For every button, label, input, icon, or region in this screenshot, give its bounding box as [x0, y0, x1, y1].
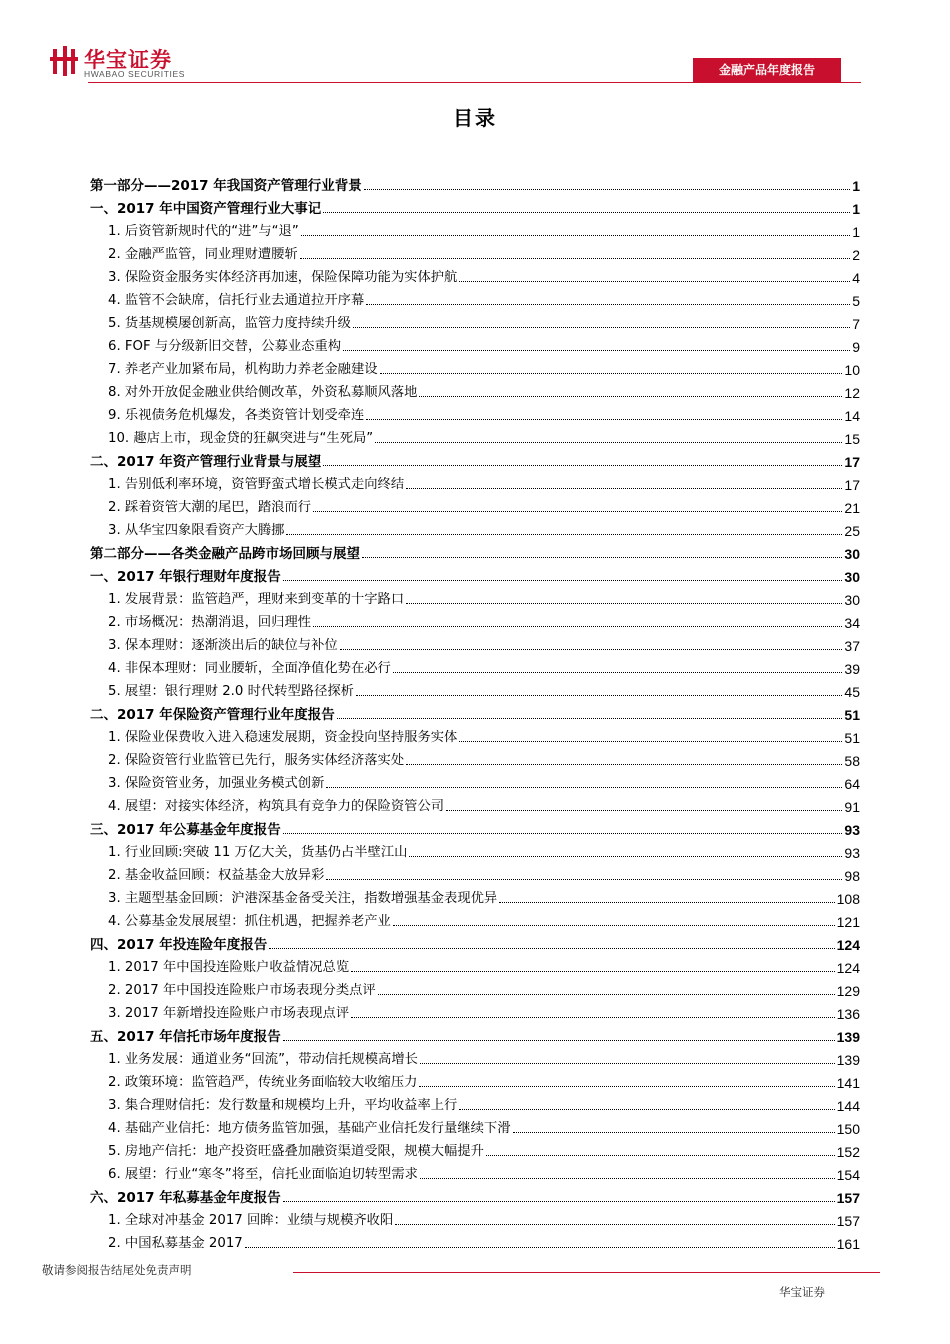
toc-entry[interactable]: [90, 1161, 860, 1184]
toc-entry-page: 58: [844, 753, 860, 769]
toc-leader-dots: [486, 1155, 835, 1156]
toc-entry-page: 14: [844, 408, 860, 424]
toc-entry-title: 1. 全球对冲基金 2017 回眸：业绩与规模齐收阳: [108, 1213, 394, 1228]
toc-entry[interactable]: [90, 793, 860, 816]
toc-entry-title: 3. 保险资管业务，加强业务模式创新: [108, 776, 325, 791]
toc-entry-title: 1. 业务发展：通道业务“回流”，带动信托规模高增长: [108, 1052, 418, 1067]
toc-entry[interactable]: [90, 563, 860, 586]
toc-entry-title: 10. 趣店上市，现金贷的狂飙突进与“生死局”: [108, 431, 374, 446]
toc-entry-title: 6. 展望：行业“寒冬”将至，信托业面临迫切转型需求: [108, 1167, 418, 1182]
footer-divider: [293, 1272, 880, 1273]
toc-leader-dots: [301, 235, 850, 236]
toc-entry[interactable]: [90, 586, 860, 609]
toc-entry-page: 2: [852, 247, 860, 263]
toc-entry-page: 1: [852, 178, 860, 194]
table-of-contents: [90, 172, 860, 1253]
toc-entry-title: 二、2017 年保险资产管理行业年度报告: [90, 707, 335, 723]
toc-leader-dots: [406, 764, 842, 765]
toc-entry[interactable]: [90, 862, 860, 885]
toc-entry-page: 34: [844, 615, 860, 631]
toc-leader-dots: [366, 419, 842, 420]
toc-leader-dots: [323, 465, 842, 466]
toc-leader-dots: [395, 1224, 834, 1225]
toc-entry-page: 108: [836, 891, 860, 907]
toc-entry-page: 37: [844, 638, 860, 654]
toc-entry[interactable]: [90, 1207, 860, 1230]
toc-entry-title: 3. 主题型基金回顾：沪港深基金备受关注，指数增强基金表现优异: [108, 891, 498, 906]
toc-leader-dots: [351, 971, 835, 972]
toc-entry-title: 5. 货基规模屡创新高，监管力度持续升级: [108, 316, 351, 331]
footer-disclaimer: 敬请参阅报告结尾处免责声明: [42, 1263, 192, 1277]
toc-entry-title: 1. 2017 年中国投连险账户收益情况总览: [108, 960, 350, 975]
page-header: [0, 0, 950, 90]
toc-entry[interactable]: [90, 448, 860, 471]
toc-entry-title: 1. 保险业保费收入进入稳速发展期，资金投向坚持服务实体: [108, 730, 458, 745]
toc-entry-page: 124: [836, 960, 860, 976]
toc-entry[interactable]: [90, 241, 860, 264]
toc-leader-dots: [420, 1063, 835, 1064]
toc-entry[interactable]: [90, 724, 860, 747]
toc-entry-page: 154: [836, 1167, 860, 1183]
toc-entry-page: 30: [844, 592, 860, 608]
toc-entry[interactable]: [90, 931, 860, 954]
toc-entry-title: 4. 基础产业信托：地方债务监管加强，基础产业信托发行量继续下滑: [108, 1121, 511, 1136]
toc-entry-page: 152: [836, 1144, 860, 1160]
toc-entry-title: 4. 非保本理财：同业腰斩，全面净值化势在必行: [108, 661, 391, 676]
toc-entry-page: 129: [836, 983, 860, 999]
toc-leader-dots: [459, 741, 842, 742]
logo-text-cn: 华宝证券: [84, 48, 172, 72]
toc-entry[interactable]: [90, 310, 860, 333]
toc-entry-title: 8. 对外开放促金融业供给侧改革，外资私募顺风落地: [108, 385, 418, 400]
toc-entry-title: 5. 展望：银行理财 2.0 时代转型路径探析: [108, 684, 354, 699]
toc-leader-dots: [283, 1201, 835, 1202]
toc-entry[interactable]: [90, 1046, 860, 1069]
toc-entry-title: 1. 发展背景：监管趋严，理财来到变革的十字路口: [108, 592, 405, 607]
toc-leader-dots: [406, 603, 842, 604]
toc-leader-dots: [375, 442, 842, 443]
toc-leader-dots: [351, 1017, 835, 1018]
toc-entry-title: 2. 基金收益回顾：权益基金大放异彩: [108, 868, 325, 883]
toc-leader-dots: [459, 281, 850, 282]
toc-leader-dots: [420, 1178, 835, 1179]
toc-entry[interactable]: [90, 1138, 860, 1161]
footer-company: 华宝证券: [779, 1285, 825, 1299]
toc-leader-dots: [419, 1086, 834, 1087]
toc-entry[interactable]: [90, 494, 860, 517]
toc-entry-title: 6. FOF 与分级新旧交替，公募业态重构: [108, 339, 342, 354]
toc-leader-dots: [313, 626, 842, 627]
toc-entry-page: 15: [844, 431, 860, 447]
toc-entry-page: 25: [844, 523, 860, 539]
toc-entry-title: 五、2017 年信托市场年度报告: [90, 1029, 281, 1045]
toc-leader-dots: [380, 373, 843, 374]
toc-entry-page: 9: [852, 339, 860, 355]
toc-entry-page: 30: [844, 569, 860, 585]
toc-entry[interactable]: [90, 425, 860, 448]
toc-entry-page: 121: [836, 914, 860, 930]
header-divider: [88, 82, 861, 83]
toc-entry-page: 161: [836, 1236, 860, 1252]
toc-entry-page: 141: [836, 1075, 860, 1091]
toc-entry[interactable]: [90, 885, 860, 908]
toc-entry-title: 3. 保本理财：逐渐淡出后的缺位与补位: [108, 638, 338, 653]
toc-entry[interactable]: [90, 908, 860, 931]
toc-leader-dots: [313, 511, 842, 512]
toc-entry-title: 第二部分——各类金融产品跨市场回顾与展望: [90, 546, 360, 562]
toc-leader-dots: [366, 304, 850, 305]
toc-entry-title: 2. 市场概况：热潮消退，回归理性: [108, 615, 312, 630]
toc-leader-dots: [300, 258, 850, 259]
toc-entry-title: 2. 政策环境：监管趋严，传统业务面临较大收缩压力: [108, 1075, 418, 1090]
toc-entry-page: 4: [852, 270, 860, 286]
toc-leader-dots: [419, 396, 842, 397]
toc-leader-dots: [378, 994, 835, 995]
toc-leader-dots: [364, 189, 850, 190]
toc-entry-page: 21: [844, 500, 860, 516]
toc-leader-dots: [353, 327, 850, 328]
toc-entry-title: 2. 中国私募基金 2017: [108, 1236, 243, 1251]
toc-entry-title: 1. 告别低利率环境，资管野蛮式增长模式走向终结: [108, 477, 405, 492]
toc-entry[interactable]: [90, 655, 860, 678]
toc-entry[interactable]: [90, 540, 860, 563]
toc-entry-page: 139: [836, 1052, 860, 1068]
toc-entry-title: 2. 金融严监管，同业理财遭腰斩: [108, 247, 298, 262]
toc-entry[interactable]: [90, 678, 860, 701]
toc-entry-page: 157: [836, 1190, 860, 1206]
toc-leader-dots: [340, 649, 843, 650]
toc-leader-dots: [446, 810, 842, 811]
toc-entry-title: 9. 乐视债务危机爆发，各类资管计划受牵连: [108, 408, 365, 423]
toc-entry-page: 150: [836, 1121, 860, 1137]
toc-leader-dots: [326, 787, 842, 788]
toc-entry-page: 10: [844, 362, 860, 378]
toc-entry-title: 3. 保险资金服务实体经济再加速，保险保障功能为实体护航: [108, 270, 458, 285]
toc-entry[interactable]: [90, 517, 860, 540]
toc-leader-dots: [499, 902, 834, 903]
toc-entry-title: 四、2017 年投连险年度报告: [90, 937, 268, 953]
toc-entry-page: 64: [844, 776, 860, 792]
toc-entry-page: 12: [844, 385, 860, 401]
toc-entry-page: 98: [844, 868, 860, 884]
toc-entry[interactable]: [90, 747, 860, 770]
toc-entry-title: 3. 2017 年新增投连险账户市场表现点评: [108, 1006, 350, 1021]
logo-text-en: HWABAO SECURITIES: [84, 69, 186, 79]
toc-leader-dots: [286, 534, 842, 535]
toc-entry-title: 4. 监管不会缺席，信托行业去通道拉开序幕: [108, 293, 365, 308]
toc-leader-dots: [409, 856, 842, 857]
toc-entry[interactable]: [90, 264, 860, 287]
toc-leader-dots: [362, 557, 842, 558]
toc-entry-page: 30: [844, 546, 860, 562]
toc-entry[interactable]: [90, 1092, 860, 1115]
toc-entry-page: 136: [836, 1006, 860, 1022]
toc-entry[interactable]: [90, 333, 860, 356]
toc-entry-title: 一、2017 年银行理财年度报告: [90, 569, 281, 585]
toc-entry-page: 93: [844, 822, 860, 838]
toc-leader-dots: [323, 212, 850, 213]
page-title: 目录: [453, 106, 497, 130]
toc-entry-title: 2. 踩着资管大潮的尾巴，踏浪而行: [108, 500, 312, 515]
toc-leader-dots: [393, 672, 843, 673]
toc-leader-dots: [406, 488, 842, 489]
toc-entry-page: 5: [852, 293, 860, 309]
toc-entry-title: 六、2017 年私募基金年度报告: [90, 1190, 281, 1206]
logo-mark-icon: [50, 46, 78, 76]
toc-entry-page: 7: [852, 316, 860, 332]
toc-entry-title: 1. 行业回顾:突破 11 万亿大关，货基仍占半壁江山: [108, 845, 408, 860]
toc-leader-dots: [326, 879, 842, 880]
toc-entry[interactable]: [90, 954, 860, 977]
toc-entry[interactable]: [90, 609, 860, 632]
toc-entry-page: 45: [844, 684, 860, 700]
toc-leader-dots: [393, 925, 835, 926]
toc-entry[interactable]: [90, 839, 860, 862]
toc-entry-title: 3. 集合理财信托：发行数量和规模均上升，平均收益率上行: [108, 1098, 458, 1113]
toc-entry-page: 91: [844, 799, 860, 815]
toc-leader-dots: [337, 718, 843, 719]
toc-entry[interactable]: [90, 195, 860, 218]
toc-leader-dots: [283, 1040, 835, 1041]
toc-entry[interactable]: [90, 1230, 860, 1253]
toc-entry[interactable]: [90, 701, 860, 724]
toc-leader-dots: [245, 1247, 835, 1248]
toc-entry[interactable]: [90, 402, 860, 425]
toc-entry[interactable]: [90, 172, 860, 195]
toc-entry-title: 二、2017 年资产管理行业背景与展望: [90, 454, 322, 470]
toc-entry-page: 144: [836, 1098, 860, 1114]
toc-entry[interactable]: [90, 1184, 860, 1207]
toc-leader-dots: [513, 1132, 835, 1133]
toc-entry-page: 51: [844, 730, 860, 746]
toc-leader-dots: [269, 948, 834, 949]
toc-entry[interactable]: [90, 977, 860, 1000]
toc-entry[interactable]: [90, 770, 860, 793]
toc-entry[interactable]: [90, 218, 860, 241]
toc-entry-page: 124: [836, 937, 860, 953]
toc-entry-page: 17: [844, 454, 860, 470]
toc-entry-title: 2. 保险资管行业监管已先行，服务实体经济落实处: [108, 753, 405, 768]
toc-entry-title: 4. 展望：对接实体经济，构筑具有竞争力的保险资管公司: [108, 799, 445, 814]
toc-entry-title: 一、2017 年中国资产管理行业大事记: [90, 201, 322, 217]
toc-leader-dots: [343, 350, 850, 351]
toc-entry[interactable]: [90, 379, 860, 402]
toc-entry-page: 93: [844, 845, 860, 861]
toc-entry-title: 2. 2017 年中国投连险账户市场表现分类点评: [108, 983, 376, 998]
report-type-tag: 金融产品年度报告: [693, 58, 841, 82]
toc-entry-title: 1. 后资管新规时代的“进”与“退”: [108, 224, 299, 239]
toc-entry-title: 3. 从华宝四象限看资产大腾挪: [108, 523, 285, 538]
toc-leader-dots: [459, 1109, 834, 1110]
toc-leader-dots: [283, 833, 843, 834]
toc-entry[interactable]: [90, 356, 860, 379]
toc-entry-page: 1: [852, 201, 860, 217]
toc-entry-page: 139: [836, 1029, 860, 1045]
toc-entry-page: 17: [844, 477, 860, 493]
toc-leader-dots: [283, 580, 843, 581]
toc-entry-page: 51: [844, 707, 860, 723]
toc-leader-dots: [356, 695, 842, 696]
toc-entry[interactable]: [90, 287, 860, 310]
toc-entry-page: 157: [836, 1213, 860, 1229]
toc-entry-title: 7. 养老产业加紧布局，机构助力养老金融建设: [108, 362, 378, 377]
toc-entry[interactable]: [90, 1000, 860, 1023]
company-logo: [50, 46, 220, 80]
toc-entry[interactable]: [90, 1115, 860, 1138]
toc-entry-page: 39: [844, 661, 860, 677]
toc-entry[interactable]: [90, 471, 860, 494]
toc-entry-title: 第一部分——2017 年我国资产管理行业背景: [90, 178, 362, 194]
toc-entry[interactable]: [90, 632, 860, 655]
toc-entry[interactable]: [90, 1069, 860, 1092]
toc-entry-page: 1: [852, 224, 860, 240]
toc-entry-title: 5. 房地产信托：地产投资旺盛叠加融资渠道受限，规模大幅提升: [108, 1144, 484, 1159]
toc-entry[interactable]: [90, 816, 860, 839]
toc-entry[interactable]: [90, 1023, 860, 1046]
toc-entry-title: 4. 公募基金发展展望：抓住机遇，把握养老产业: [108, 914, 391, 929]
toc-entry-title: 三、2017 年公募基金年度报告: [90, 822, 281, 838]
